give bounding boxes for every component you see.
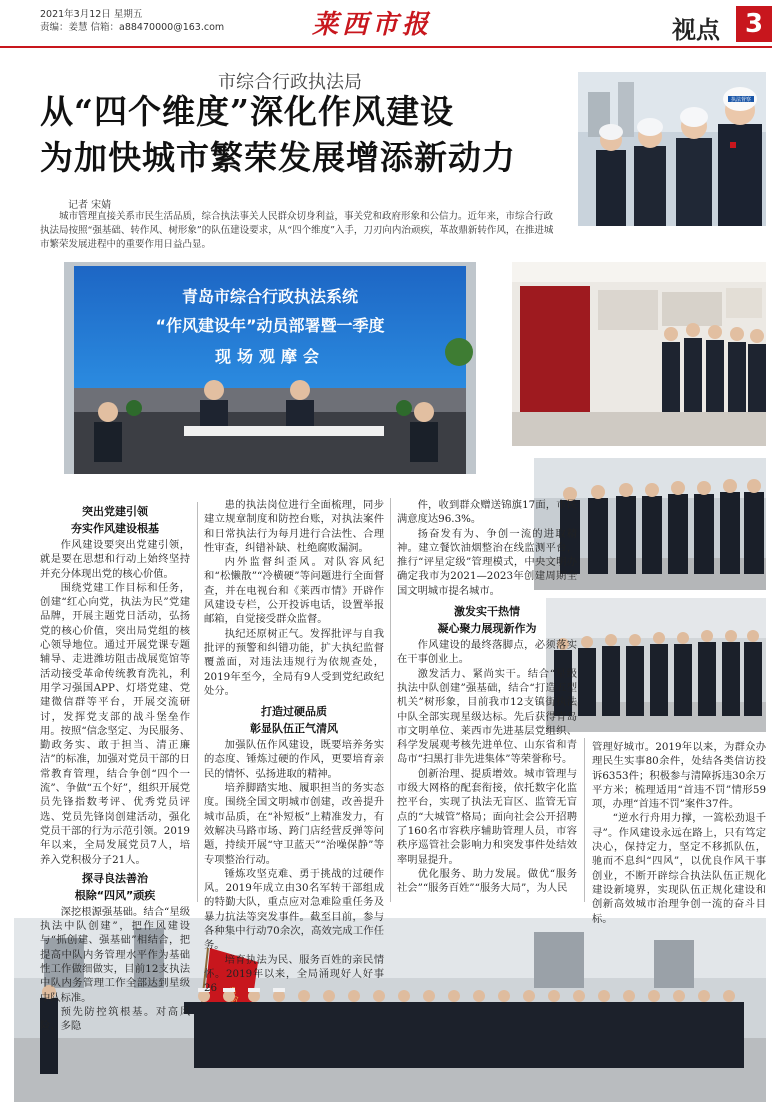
paragraph: 围绕党建工作目标和任务，创建“红心向党，执法为民”党建品牌，开展主题党日活动，弘扬党的核心价值，突出局党组的核心领导地位。通过开展党课专题辅导、走进潍坊阻击战展览馆等活动接受革命传统教育洗礼，利用学习强国APP、灯塔党建、党建微信群等平台，开展交流研讨，发挥党支部的战斗堡垒作用。按照“信念坚定、为民服务、勤政务实、敢于担当、清正廉洁”的标准，加强对党员干部的日常教育管理，结合争创“四个一流”、争做“五个好”，组织开展党员先锋指数考评、优秀党员评选、党员先锋岗创建活动，强化党员干部的行为示范引领。2019年以来，全局发展党员7人，培养入党积极分子21人。 — [40, 581, 190, 866]
section-1-title-2: 夯实作风建设根基 — [71, 522, 159, 535]
paragraph: 作风建设的最终落脚点，必须落实在干事创业上。 — [397, 639, 577, 666]
page-number: 3 — [736, 6, 772, 42]
paragraph: 激发活力、紧尚实干。结合“星级执法中队创建”强基础，结合“打造五型机关”树形象，目前我市12支镇街执法中队全部实现星级达标。先后获得青岛市文明单位、莱西市先进基层党组织、科学发展观考核先进单位、山东省和青岛市“扫黑打非先进集体”等荣誉称号。 — [397, 667, 577, 766]
section-4-title-2: 凝心聚力展现新作为 — [437, 622, 537, 636]
helmet-label: 执法督察 — [730, 97, 752, 103]
column-3 — [397, 498, 577, 895]
banner-line-2: “作风建设年”动员部署暨一季度 — [155, 316, 385, 335]
column-divider — [390, 498, 391, 902]
paragraph: 创新治理、提质增效。城市管理与市级大网格的配套衔接，依托数字化监控平台，实现了执法无盲区、监管无盲点的“大城管”格局；面向社会公开招聘了160名市容秩序辅助管理人员，市容秩序巡管社会影响力和突发事件处结效率明显提升。 — [397, 767, 577, 866]
byline: 记者 宋婧 — [68, 200, 112, 211]
section-3-title-1: 打造过硬品质 — [261, 705, 327, 719]
paragraph: “逆水行舟用力撑，一篙松劲退千寻”。作风建设永远在路上，只有笃定决心，保持定力，坚定不移抓队伍，驰而不息纠“四风”，以优良作风干事创业，不断开辟综合执法队伍正规化建设新境界，实现队伍正规化建设和创新高效城市治理争创一流的奋斗目标。 — [592, 812, 766, 925]
section-name: 视点 — [672, 16, 720, 44]
article-kicker: 市综合行政执法局 — [218, 72, 362, 93]
section-4-title-1: 激发实干热情 — [454, 605, 520, 619]
editor-line: 责编：姜慧 信箱：a88470000@163.com — [40, 22, 225, 33]
photo-exhibition-hall — [512, 262, 766, 446]
column-2 — [204, 498, 384, 996]
paragraph: 管理好城市。2019年以来，为群众办理民生实事80余件，处结各类信访投诉6353件；积极参与清障拆违30余万平方米；梳理适用“首违不罚”情形59项，办理“首违不罚”案件37件。 — [592, 741, 766, 811]
paragraph: 培育执法为民、服务百姓的亲民情怀。2019年以来，全局涌现好人好事26 — [204, 953, 384, 995]
column-divider — [197, 502, 198, 902]
paragraph: 患的执法岗位进行全面梳理，同步建立规章制度和防控台账，对执法案件和日常执法行为每月进行合法性、合理性审查，纠错补缺、杜绝腐败漏洞。 — [204, 499, 384, 554]
headline-line-2: 为加快城市繁荣发展增添新动力 — [40, 138, 516, 177]
photo-officers-row-2 — [546, 598, 766, 732]
paragraph: 锤炼攻坚克难、勇于挑战的过硬作风。2019年成立由30名军转干部组成的特勤大队，重点应对急难险重任务及暴力抗法等突发事件。截至目前，参与各种集中行动70余次，高效完成工作任务。 — [204, 867, 384, 952]
column-divider — [584, 738, 585, 902]
header-rule — [0, 46, 772, 48]
column-1 — [40, 502, 190, 1034]
section-3-title-2: 彰显队伍正气清风 — [250, 722, 338, 736]
paragraph: 深挖根源强基础。结合“星级执法中队创建”，把作风建设与“抓创建、强基础”相结合，把提高中队内务管理水平作为基础性工作做细做实，目前12支执法中队内务管理工作全部达到星级中队标准。 — [40, 905, 190, 1004]
paragraph: 加强队伍作风建设，既要培养务实的态度、锤炼过硬的作风，更要培育亲民的情怀、弘扬进取的精神。 — [204, 739, 384, 780]
date-line: 2021年3月12日 星期五 — [40, 9, 143, 20]
headline-line-1: 从“四个维度”深化作风建设 — [40, 92, 454, 131]
banner-line-1: 青岛市综合行政执法系统 — [181, 287, 358, 306]
lede-paragraph: 城市管理直接关系市民生活品质，综合执法事关人民群众切身利益，事关党和政府形象和公信力。近年来，市综合行政执法局按照“强基础、转作风、树形象”的队伍建设要求，从“四个维度”入手，刀刃向内治顽疾，革故鼎新转作风，在推进城市繁荣发展进程中的重要作用日益凸显。 — [40, 211, 554, 250]
masthead-logo: 莱西市报 — [312, 10, 433, 40]
section-2-title-1: 探寻良法善治 — [82, 871, 148, 885]
paragraph: 作风建设要突出党建引领，就是要在思想和行动上始终坚持并充分体现出党的核心价值。 — [40, 539, 190, 580]
paragraph: 内外监督纠歪风。对队容风纪和“松懒散”“冷横硬”等问题进行全面督查，并在电视台和《莱西市情》开辟作风建设专栏，公开投诉电话，设置举报邮箱，自觉接受群众监督。 — [204, 556, 384, 626]
paragraph: 执纪还原树正气。发挥批评与自我批评的预警和纠错功能，扩大执纪监督覆盖面，对违法违规行为依规查处，2019年至今，全局有9人受到党纪政纪处分。 — [204, 627, 384, 697]
header-meta — [40, 8, 224, 34]
section-1-title-1: 突出党建引领 — [82, 505, 148, 518]
paragraph: 件，收到群众赠送锦旗17面，市民满意度达96.3%。 — [397, 499, 577, 526]
paragraph: 预先防控筑根基。对高风险、多隐 — [40, 1005, 190, 1033]
section-2-title-2: 根除“四风”顽疾 — [74, 888, 156, 902]
paragraph: 培养脚踏实地、履职担当的务实态度。围绕全国文明城市创建，改善提升城市品质，在“补短板”上精准发力，有效解决马路市场、跨门店经营反弹等问题，持续开展“守卫蓝天”“治噪保静”等专项整治行动。 — [204, 782, 384, 866]
paragraph: 优化服务、助力发展。做优“服务社会”“服务百姓”“服务大局”，为人民 — [397, 867, 577, 895]
banner-line-3: 现场观摩会 — [214, 347, 325, 366]
column-4 — [592, 740, 766, 926]
paragraph: 扬奋发有为、争创一流的进取精神。建立餐饮油烟整治在线监测平台，推行“评星定级”管理模式，中央文明办确定我市为2021—2023年创建周期全国文明城市提名城市。 — [397, 527, 577, 597]
photo-officers-helmets — [578, 72, 766, 226]
